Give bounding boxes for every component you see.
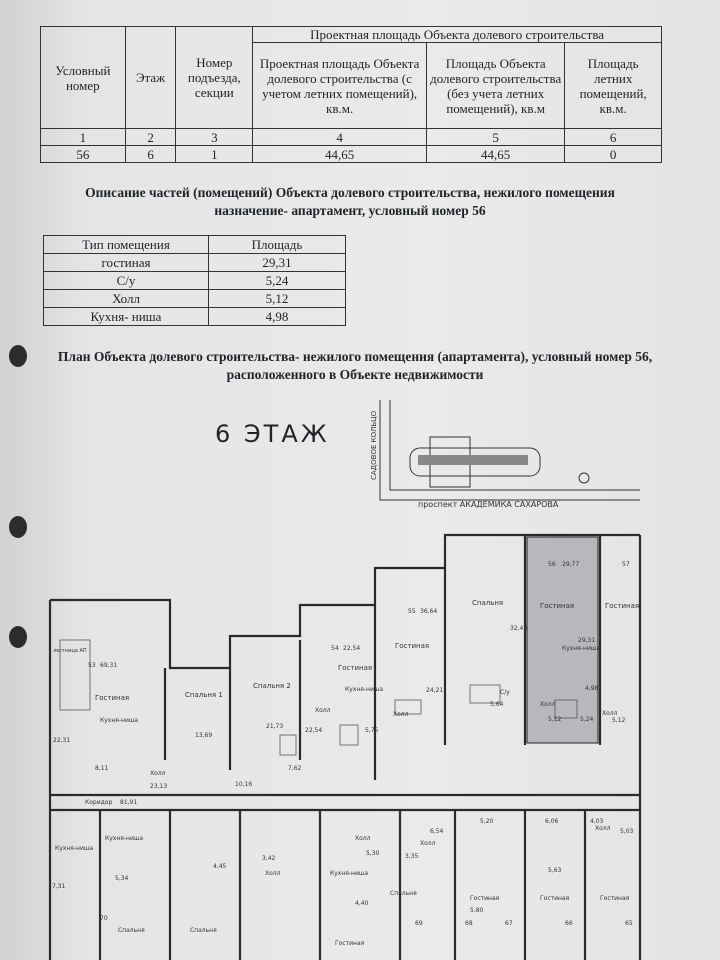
room-label: Спальня 2 <box>253 682 291 690</box>
room-label: Гостиная <box>395 642 430 650</box>
room-area: 29,77 <box>562 561 580 568</box>
room-label: Кухня-ниша <box>105 835 144 842</box>
room-area: 32,43 <box>510 625 528 632</box>
room-area: 69,31 <box>100 662 118 669</box>
header-cell: Условный номер <box>41 27 126 129</box>
room-label: Холл <box>315 707 331 714</box>
stair-label: лестница АП <box>53 648 87 654</box>
room-label: Спальня <box>118 927 145 934</box>
room-type-cell: С/у <box>44 272 209 290</box>
header-cell: Площадь Объекта долевого строительства (без учета летних помещений), кв.м <box>427 43 565 129</box>
room-area: 10,16 <box>235 781 253 788</box>
room-label: Кухня-ниша <box>100 717 139 724</box>
room-label: Кухня-ниша <box>55 845 94 852</box>
room-type-cell: гостиная <box>44 254 209 272</box>
unit-number: 56 <box>548 561 556 568</box>
room-label: Холл <box>540 701 556 708</box>
index-cell: 1 <box>41 129 126 146</box>
header-cell: Этаж <box>125 27 176 129</box>
room-label: Спальня <box>390 890 417 897</box>
index-cell: 2 <box>125 129 176 146</box>
room-area: 4,45 <box>213 863 227 870</box>
room-label: Холл <box>595 825 611 832</box>
unit-number: 69 <box>415 920 423 927</box>
room-area: 36,64 <box>420 608 438 615</box>
room-area-cell: 5,24 <box>209 272 346 290</box>
plan-heading: План Объекта долевого строительства- нежилого помещения (апартамента), условный номер 56, расположенного в Объекте недвижимости <box>57 349 653 382</box>
unit-number: 68 <box>465 920 473 927</box>
data-cell: 44,65 <box>427 146 565 163</box>
room-area-cell: 4,98 <box>209 308 346 326</box>
room-label: Холл <box>265 870 281 877</box>
room-area: 23,13 <box>150 783 168 790</box>
corridor-area: 81,91 <box>120 799 138 806</box>
room-label: Холл <box>420 840 436 847</box>
unit-number: 67 <box>505 920 513 927</box>
room-label: Холл <box>150 770 166 777</box>
room-label: Спальня 1 <box>185 691 223 699</box>
room-area: 5,24 <box>580 716 594 723</box>
room-area: 6,06 <box>545 818 559 825</box>
room-area: 6,54 <box>430 828 444 835</box>
room-label: Холл <box>602 710 618 717</box>
room-area: 3,35 <box>405 853 419 860</box>
header-cell: Проектная площадь Объекта долевого строительства (с учетом летних помещений), кв.м. <box>253 43 427 129</box>
room-type-cell: Кухня- ниша <box>44 308 209 326</box>
room-label: Гостиная <box>95 694 130 702</box>
room-label: Кухня-ниша <box>330 870 369 877</box>
index-cell: 4 <box>253 129 427 146</box>
data-cell: 56 <box>41 146 126 163</box>
street-label-2: САДОВОЕ КОЛЬЦО <box>370 410 378 480</box>
room-label: Холл <box>393 711 409 718</box>
room-area: 29,31 <box>578 637 596 644</box>
unit-number: 65 <box>625 920 633 927</box>
room-area: 5,20 <box>480 818 494 825</box>
room-area: 4,03 <box>590 818 604 825</box>
room-label: Гостиная <box>335 940 365 947</box>
room-label: Гостиная <box>540 602 575 610</box>
unit-number: 57 <box>622 561 630 568</box>
group-header-cell: Проектная площадь Объекта долевого строительства <box>253 27 662 43</box>
room-area: 5,80 <box>470 907 484 914</box>
unit-number: 66 <box>565 920 573 927</box>
room-label: Спальня <box>472 599 504 607</box>
room-area: 4,98 <box>585 685 599 692</box>
room-area: 21,73 <box>266 723 284 730</box>
room-area-cell: 5,12 <box>209 290 346 308</box>
rooms-heading: Описание частей (помещений) Объекта долевого строительства, нежилого помещения назначение- апартамент, условный номер 56 <box>85 185 615 218</box>
room-area: 5,03 <box>620 828 634 835</box>
north-arrow-icon <box>579 473 589 483</box>
unit-number: 53 <box>88 662 96 669</box>
data-cell: 6 <box>125 146 176 163</box>
header-cell: Номер подъезда, секции <box>176 27 253 129</box>
index-cell: 6 <box>565 129 662 146</box>
room-label: Гостиная <box>338 664 373 672</box>
room-label: Гостиная <box>470 895 500 902</box>
room-label: Кухня-ниша <box>345 686 384 693</box>
room-type-cell: Холл <box>44 290 209 308</box>
room-label: С/у <box>500 689 510 696</box>
room-area: 5,30 <box>366 850 380 857</box>
room-area: 5,64 <box>490 701 504 708</box>
room-label: Гостиная <box>605 602 640 610</box>
index-cell: 3 <box>176 129 253 146</box>
unit-number: 54 <box>331 645 339 652</box>
room-area: 24,21 <box>426 687 444 694</box>
data-cell: 0 <box>565 146 662 163</box>
room-area: 8,11 <box>95 765 109 772</box>
room-area-cell: 29,31 <box>209 254 346 272</box>
data-cell: 1 <box>176 146 253 163</box>
index-cell: 5 <box>427 129 565 146</box>
room-area: 5,63 <box>548 867 562 874</box>
floor-title: 6 ЭТАЖ <box>215 420 330 448</box>
room-label: Кухня-ниша <box>562 645 601 652</box>
room-area: 3,42 <box>262 855 276 862</box>
room-area: 13,69 <box>195 732 213 739</box>
room-label: Гостиная <box>540 895 570 902</box>
header-cell: Тип помещения <box>44 236 209 254</box>
room-area: 22,54 <box>343 645 361 652</box>
unit-number: 70 <box>100 915 108 922</box>
room-area: 22,31 <box>53 737 71 744</box>
header-cell: Площадь <box>209 236 346 254</box>
data-cell: 44,65 <box>253 146 427 163</box>
room-area: 7,62 <box>288 765 302 772</box>
street-label-1: проспект АКАДЕМИКА САХАРОВА <box>418 500 559 509</box>
room-area: 5,12 <box>548 716 562 723</box>
room-area: 5,75 <box>365 727 379 734</box>
room-area: 7,31 <box>52 883 66 890</box>
room-area: 4,40 <box>355 900 369 907</box>
room-label: Гостиная <box>600 895 630 902</box>
room-label: Холл <box>355 835 371 842</box>
room-area: 5,12 <box>612 717 626 724</box>
corridor-label: Коридор <box>85 799 113 806</box>
room-area: 5,34 <box>115 875 129 882</box>
unit-number: 55 <box>408 608 416 615</box>
site-map <box>380 400 640 500</box>
header-cell: Площадь летних помещений, кв.м. <box>565 43 662 129</box>
room-label: Спальня <box>190 927 217 934</box>
room-area: 22,54 <box>305 727 323 734</box>
